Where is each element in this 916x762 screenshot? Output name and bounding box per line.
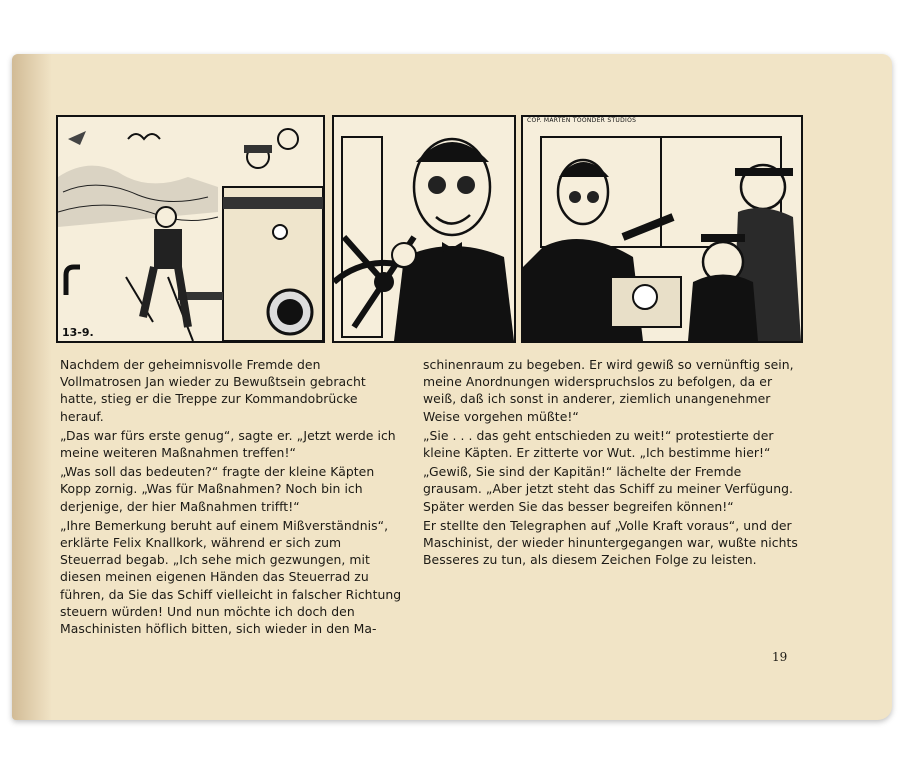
comic-panel-2	[332, 115, 516, 343]
paragraph: „Ihre Bemerkung beruht auf einem Mißverständnis“, erklärte Felix Knallkork, während er sich zum Steuerrad begab. „Ich sehe mich gezwungen, mit diesen meinen eigenen Händen das Steuerrad zu führen, da Sie das Schiff vielleicht in falscher Richtung steuern würden! Und nun möchte ich doch den Maschinisten höflich bitten, sich wieder in den Ma-	[60, 517, 402, 637]
page-number: 19	[772, 650, 788, 664]
paragraph: „Das war fürs erste genug“, sagte er. „Jetzt werde ich meine weiteren Maßnahmen treffen!“	[60, 427, 396, 461]
comic-panel-1	[56, 115, 325, 343]
copyright-credit: COP. MARTEN TOONDER STUDIOS	[527, 117, 637, 124]
paragraph: „Was soll das bedeuten?“ fragte der kleine Käpten Kopp zornig. „Was für Maßnahmen? Noch bin ich derjenige, der hier Maßnahmen trifft!“	[60, 464, 375, 514]
panel-1-drawing	[58, 117, 323, 341]
panel-3-drawing	[523, 117, 801, 341]
text-column-left	[60, 356, 402, 639]
paragraph: Er stellte den Telegraphen auf „Volle Kraft voraus“, und der Maschinist, der wieder hinuntergegangen war, wußte nichts Besseres zu tun, als diesem Zeichen Folge zu leisten.	[423, 517, 798, 568]
text-column-right	[423, 356, 799, 570]
panel-2-drawing	[334, 117, 514, 341]
paragraph: „Gewiß, Sie sind der Kapitän!“ lächelte der Fremde grausam. „Aber jetzt steht das Schiff zu meiner Verfügung. Später werden Sie das besser begreifen können!“	[423, 464, 794, 514]
panel-number: 13-9.	[62, 326, 94, 339]
comic-panel-3	[521, 115, 803, 343]
paragraph: Nachdem der geheimnisvolle Fremde den Vollmatrosen Jan wieder zu Bewußtsein gebracht hatte, stieg er die Treppe zur Kommandobrücke herauf.	[60, 357, 366, 424]
paragraph: schinenraum zu begeben. Er wird gewiß so vernünftig sein, meine Anordnungen widerspruchslos zu befolgen, da er weiß, daß ich sonst in anderer, ziemlich unangenehmer Weise vorgehen müßte!“	[423, 357, 794, 424]
paragraph: „Sie . . . das geht entschieden zu weit!“ protestierte der kleine Käpten. Er zitterte vor Wut. „Ich bestimme hier!“	[423, 427, 774, 461]
